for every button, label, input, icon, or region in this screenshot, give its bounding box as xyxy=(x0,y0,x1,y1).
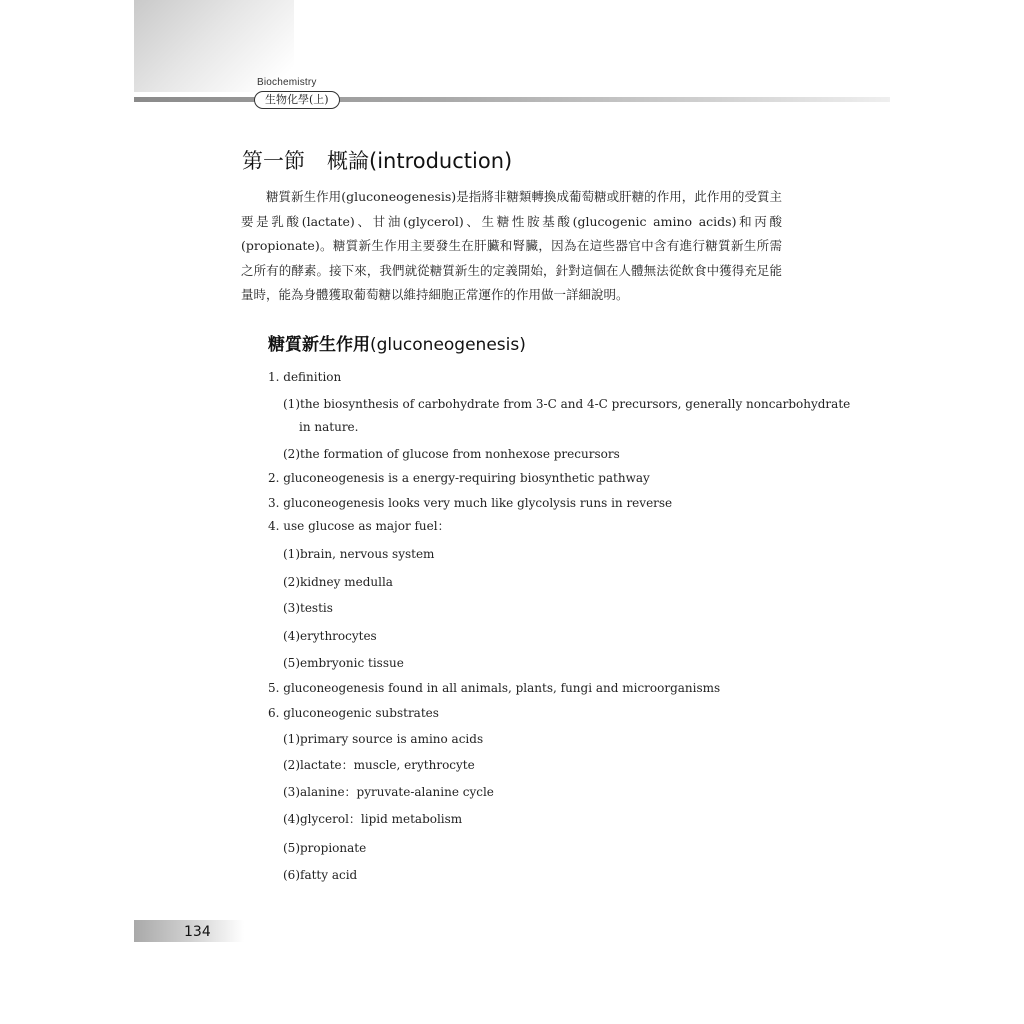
header-rule xyxy=(134,97,890,102)
section-title xyxy=(242,145,512,175)
list-item: (3)alanine：pyruvate-alanine cycle xyxy=(283,785,494,799)
list-item: 2. gluconeogenesis is a energy-requiring biosynthetic pathway xyxy=(268,471,650,485)
list-item: (1)brain, nervous system xyxy=(283,547,435,561)
intro-text: 糖質新生作用(gluconeogenesis)是指將非糖類轉換成葡萄糖或肝糖的作用，此作用的受質主要是乳酸(lactate)、甘油(glycerol)、生糖性胺基酸(glucogenic amino acids)和丙酸(propionate)。糖質新生作用主要發生在肝臟和腎臟，因為在這些器官中含有進行糖質新生所需之所有的酵素。接下來，我們就從糖質新生的定義開始，針對這個在人體無法從飲食中獲得充足能量時，能為身體獲取葡萄糖以維持細胞正常運作的作用做一詳細說明。 xyxy=(241,189,782,302)
subsection-title-zh: 糖質新生作用 xyxy=(268,335,370,355)
list-item: in nature. xyxy=(299,420,359,434)
list-item: (1)the biosynthesis of carbohydrate from 3-C and 4-C precursors, generally noncarbohydrate xyxy=(283,397,851,411)
list-item: (1)primary source is amino acids xyxy=(283,732,484,746)
list-item: 4. use glucose as major fuel： xyxy=(268,519,450,533)
list-item: (5)propionate xyxy=(283,841,367,855)
list-item: (2)the formation of glucose from nonhexose precursors xyxy=(283,447,620,461)
list-item: 1. definition xyxy=(268,370,342,384)
list-item: (2)kidney medulla xyxy=(283,575,393,589)
list-item: 3. gluconeogenesis looks very much like glycolysis runs in reverse xyxy=(268,496,673,510)
list-item: 6. gluconeogenic substrates xyxy=(268,706,439,720)
subsection-title-en: (gluconeogenesis) xyxy=(370,335,526,355)
subsection-title xyxy=(268,330,526,355)
intro-paragraph xyxy=(241,185,782,308)
list-item: (4)erythrocytes xyxy=(283,629,377,643)
list-item: (2)lactate：muscle, erythrocyte xyxy=(283,758,475,772)
page-number: 134 xyxy=(184,924,211,940)
list-item: 5. gluconeogenesis found in all animals, plants, fungi and microorganisms xyxy=(268,681,721,695)
list-item: (6)fatty acid xyxy=(283,868,358,882)
list-item: (4)glycerol：lipid metabolism xyxy=(283,812,463,826)
header-subject-zh: 生物化學(上) xyxy=(254,91,340,109)
section-number: 第一節 xyxy=(242,149,305,173)
list-item: (5)embryonic tissue xyxy=(283,656,404,670)
list-item: (3)testis xyxy=(283,601,333,615)
header-subject-en: Biochemistry xyxy=(257,77,317,88)
section-heading: 概論(introduction) xyxy=(327,149,513,173)
